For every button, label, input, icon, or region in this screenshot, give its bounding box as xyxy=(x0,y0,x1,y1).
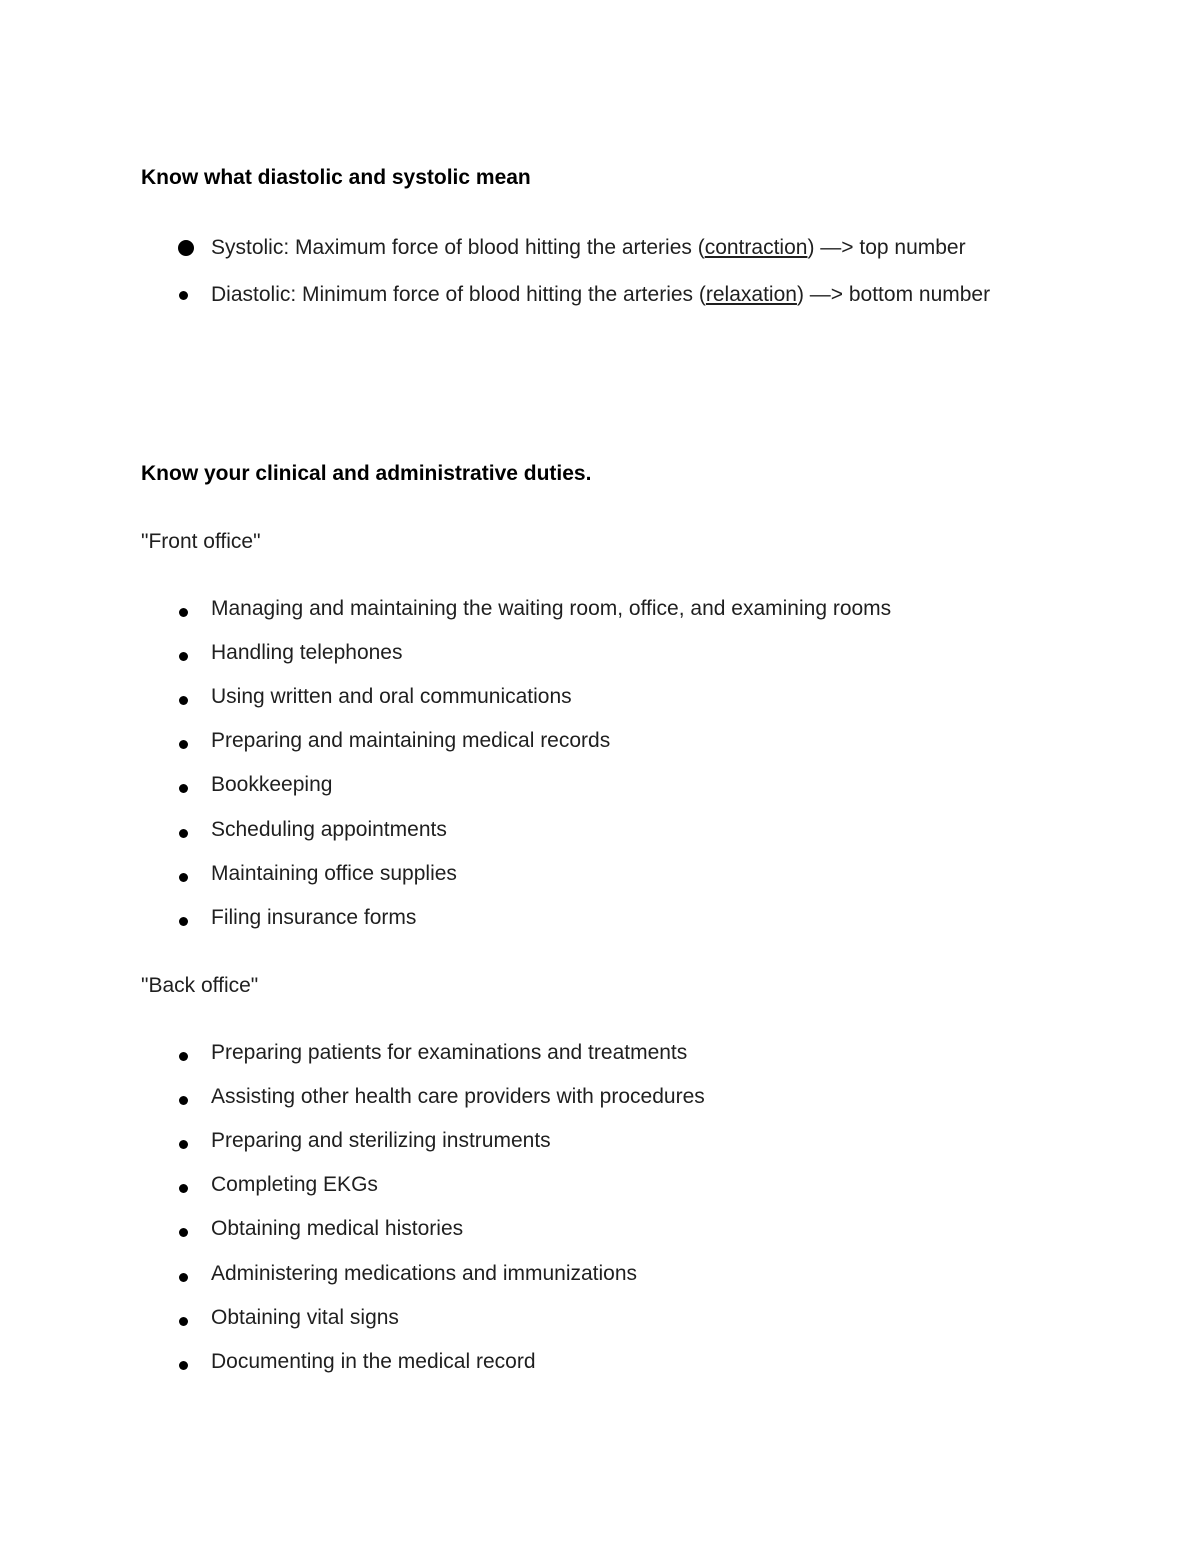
underlined-term: contraction xyxy=(704,236,808,259)
list-item: Preparing and maintaining medical records xyxy=(211,729,611,753)
list-item-systolic: Systolic: Maximum force of blood hitting the arteries (contraction) —> top number xyxy=(211,236,966,259)
bullet-icon xyxy=(178,240,194,256)
bullet-icon xyxy=(179,1052,188,1061)
bullet-icon xyxy=(179,291,188,300)
bullet-icon xyxy=(179,1361,188,1370)
bullet-icon xyxy=(179,1228,188,1237)
bullet-icon xyxy=(179,784,188,793)
list-item: Filing insurance forms xyxy=(211,905,417,929)
list-item: Obtaining vital signs xyxy=(211,1305,399,1329)
list-item: Preparing and sterilizing instruments xyxy=(211,1129,551,1153)
list-item-diastolic: Diastolic: Minimum force of blood hitting the arteries (relaxation) —> bottom number xyxy=(211,283,991,306)
bullet-icon xyxy=(179,696,188,705)
list-item: Using written and oral communications xyxy=(211,685,572,709)
bullet-icon xyxy=(179,829,188,838)
list-item: Assisting other health care providers with procedures xyxy=(211,1085,705,1109)
bullet-icon xyxy=(179,917,188,926)
front-office-label: "Front office" xyxy=(141,530,261,553)
bullet-icon xyxy=(179,873,188,882)
list-item: Handling telephones xyxy=(211,641,403,665)
bullet-icon xyxy=(179,1317,188,1326)
back-office-label: "Back office" xyxy=(141,974,259,997)
bullet-icon xyxy=(179,652,188,661)
list-item: Maintaining office supplies xyxy=(211,861,457,885)
list-item: Documenting in the medical record xyxy=(211,1349,536,1373)
list-item: Preparing patients for examinations and treatments xyxy=(211,1041,688,1064)
list-item: Bookkeeping xyxy=(211,773,333,797)
section-heading-bp: Know what diastolic and systolic mean xyxy=(141,166,531,189)
bullet-icon xyxy=(179,740,188,749)
bullet-icon xyxy=(179,608,188,617)
bullet-icon xyxy=(179,1273,188,1282)
list-item: Administering medications and immunizations xyxy=(211,1261,638,1285)
bullet-icon xyxy=(179,1184,188,1193)
list-item: Obtaining medical histories xyxy=(211,1217,464,1241)
bullet-icon xyxy=(179,1096,188,1105)
list-item: Scheduling appointments xyxy=(211,817,447,841)
section-heading-duties: Know your clinical and administrative duties. xyxy=(141,462,592,485)
list-item: Managing and maintaining the waiting room, office, and examining rooms xyxy=(211,597,892,620)
bullet-icon xyxy=(179,1140,188,1149)
underlined-term: relaxation xyxy=(705,283,797,306)
list-item: Completing EKGs xyxy=(211,1173,378,1197)
